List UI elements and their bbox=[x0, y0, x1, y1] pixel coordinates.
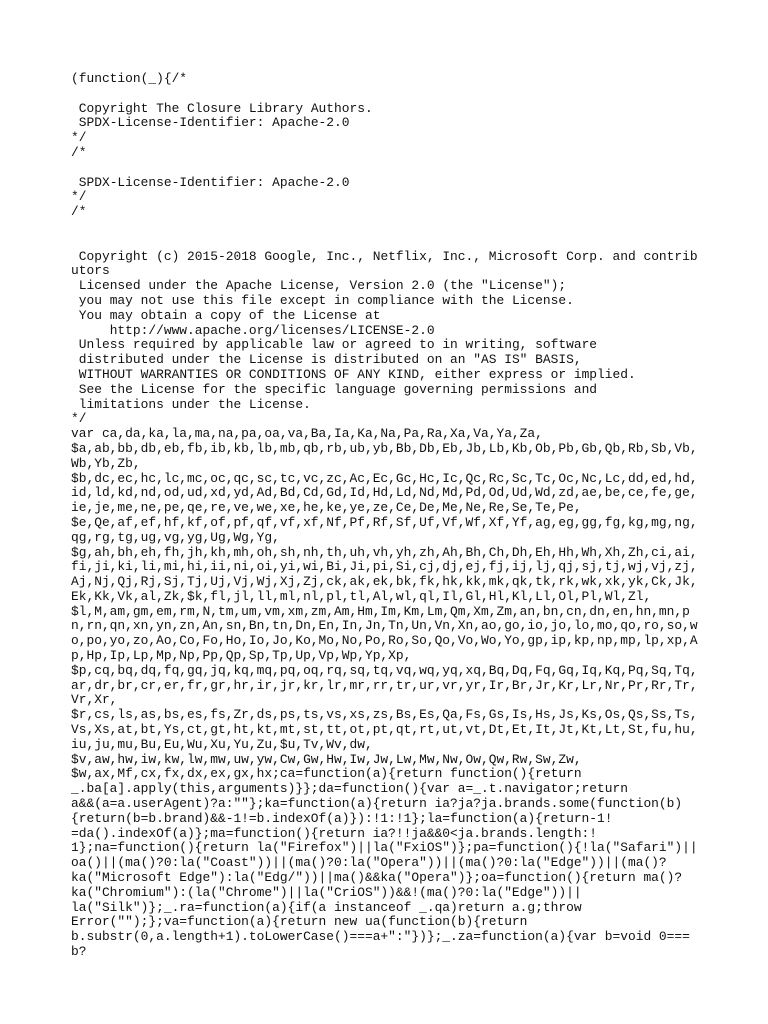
source-code-text: (function(_){/* Copyright The Closure Library Authors. SPDX-License-Identifier: Apache-2.0 */ /* SPDX-License-Identifier: Apache-2.0 */ /* Copyright (c) 2015-2018 Google, Inc., Netflix, Inc., Microsoft Corp. and contributors Licensed under the Apache License, Version 2.0 (the "License"); you may not use this file except in compliance with the License. You may obtain a copy of the License at http://www.apache.org/licenses/LICENSE-2.0 Unless required by applicable law or agreed to in writing, software distributed under the License is distributed on an "AS IS" BASIS, WITHOUT WARRANTIES OR CONDITIONS OF ANY KIND, either express or implied. See the License for the specific language governing permissions and limitations under the License. */ var ca,da,ka,la,ma,na,pa,oa,va,Ba,Ia,Ka,Na,Pa,Ra,Xa,Va,Ya,Za, $a,ab,bb,db,eb,fb,ib,kb,lb,mb,qb,rb,ub,yb,Bb,Db,Eb,Jb,Lb,Kb,Ob,Pb,Gb,Qb,Rb,Sb,Vb,Wb,Yb,Zb, $b,dc,ec,hc,lc,mc,oc,qc,sc,tc,vc,zc,Ac,Ec,Gc,Hc,Ic,Qc,Rc,Sc,Tc,Oc,Nc,Lc,dd,ed,hd,id,ld,kd,nd,od,ud,xd,yd,Ad,Bd,Cd,Gd,Id,Hd,Ld,Nd,Md,Pd,Od,Ud,Wd,zd,ae,be,ce,fe,ge,ie,je,me,ne,pe,qe,re,ve,we,xe,he,ke,ye,ze,Ce,De,Me,Ne,Re,Se,Te,Pe, $e,Qe,af,ef,hf,kf,of,pf,qf,vf,xf,Nf,Pf,Rf,Sf,Uf,Vf,Wf,Xf,Yf,ag,eg,gg,fg,kg,mg,ng,qg,rg,tg,ug,vg,yg,Ug,Wg,Yg, $g,ah,bh,eh,fh,jh,kh,mh,oh,sh,nh,th,uh,vh,yh,zh,Ah,Bh,Ch,Dh,Eh,Hh,Wh,Xh,Zh,ci,ai,fi,ji,ki,li,mi,hi,ii,ni,oi,yi,wi,Bi,Ji,pi,Si,cj,dj,ej,fj,ij,lj,qj,sj,tj,wj,vj,zj,Aj,Nj,Qj,Rj,Sj,Tj,Uj,Vj,Wj,Xj,Zj,ck,ak,ek,bk,fk,hk,kk,mk,qk,tk,rk,wk,xk,yk,Ck,Jk,Ek,Kk,Vk,al,Zk,$k,fl,jl,ll,ml,nl,pl,tl,Al,wl,ql,Il,Gl,Hl,Kl,Ll,Ol,Pl,Wl,Zl, $l,M,am,gm,em,rm,N,tm,um,vm,xm,zm,Am,Hm,Im,Km,Lm,Qm,Xm,Zm,an,bn,cn,dn,en,hn,mn,pn,rn,qn,xn,yn,zn,An,sn,Bn,tn,Dn,En,In,Jn,Tn,Un,Vn,Xn,ao,go,io,jo,lo,mo,qo,ro,so,wo,po,yo,zo,Ao,Co,Fo,Ho,Io,Jo,Ko,Mo,No,Po,Ro,So,Qo,Vo,Wo,Yo,gp,ip,kp,np,mp,lp,xp,Ap,Hp,Ip,Lp,Mp,Np,Pp,Qp,Sp,Tp,Up,Vp,Wp,Yp,Xp, $p,cq,bq,dq,fq,gq,jq,kq,mq,pq,oq,rq,sq,tq,vq,wq,yq,xq,Bq,Dq,Fq,Gq,Iq,Kq,Pq,Sq,Tq,ar,dr,br,cr,er,fr,gr,hr,ir,jr,kr,lr,mr,rr,tr,ur,vr,yr,Ir,Br,Jr,Kr,Lr,Nr,Pr,Rr,Tr,Vr,Xr, $r,cs,ls,as,bs,es,fs,Zr,ds,ps,ts,vs,xs,zs,Bs,Es,Qa,Fs,Gs,Is,Hs,Js,Ks,Os,Qs,Ss,Ts,Vs,Xs,at,bt,Ys,ct,gt,ht,kt,mt,st,tt,ot,pt,qt,rt,ut,vt,Dt,Et,It,Jt,Kt,Lt,St,fu,hu,iu,ju,mu,Bu,Eu,Wu,Xu,Yu,Zu,$u,Tv,Wv,dw, $v,aw,hw,iw,kw,lw,mw,uw,yw,Cw,Gw,Hw,Iw,Jw,Lw,Mw,Nw,Ow,Qw,Rw,Sw,Zw, $w,ax,Mf,cx,fx,dx,ex,gx,hx;ca=function(a){return function(){return _.ba[a].apply(this,arguments)}};da=function(){var a=_.t.navigator;return a&&(a=a.userAgent)?a:""};ka=function(a){return ia?ja?ja.brands.some(function(b) {return(b=b.brand)&&-1!=b.indexOf(a)}):!1:!1};la=function(a){return-1! =da().indexOf(a)};ma=function(){return ia?!!ja&&0<ja.brands.length:! 1};na=function(){return la("Firefox")||la("FxiOS")};pa=function(){!la("Safari")|| oa()||(ma()?0:la("Coast"))||(ma()?0:la("Opera"))||(ma()?0:la("Edge"))||(ma()? ka("Microsoft Edge"):la("Edg/"))||ma()&&ka("Opera")};oa=function(){return ma()? ka("Chromium"):(la("Chrome")||la("CriOS"))&&!(ma()?0:la("Edge"))|| la("Silk")};_.ra=function(a){if(a instanceof _.qa)return a.g;throw Error("");};va=function(a){return new ua(function(b){return b.substr(0,a.length+1).toLowerCase()===a+":"})};_.za=function(a){var b=void 0===b? bbox=[71, 71, 698, 960]
